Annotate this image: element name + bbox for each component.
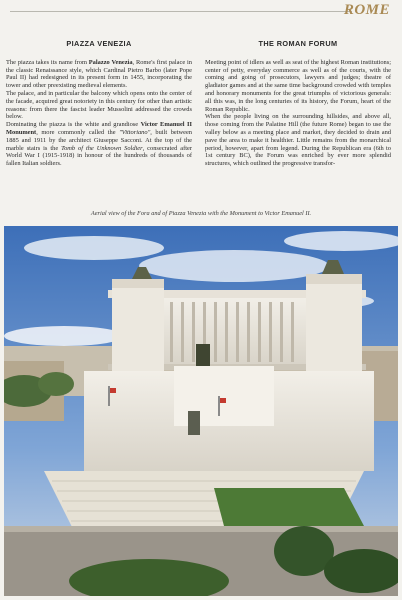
monument-photo — [4, 226, 398, 596]
text-run: , built between 1885 and 1911 by the architect Giuseppe Sacconi. At the top of the marble stairs is the — [6, 128, 192, 152]
right-column — [205, 40, 391, 168]
left-paragraph-2: The palace, and in particular the balcony which opens onto the center of the facade, acquired great notoriety in this century for other than artistic reasons: from there the fascist leader Mussolini addressed the crowds below. — [6, 89, 192, 121]
italic-term: "Vittoriano" — [119, 128, 151, 136]
text-run: , Rome's first palace in the classic Renaissance style, which Cardinal Pietro Barbo (later Pope Paul II) had redesigned in its present form in 1455, incorporating the tower and other preexisting medieval elements. — [6, 58, 192, 90]
text-run: The piazza takes its name from — [6, 58, 89, 66]
text-run: , more commonly called the — [36, 128, 120, 136]
right-column-title: THE ROMAN FORUM — [258, 39, 338, 48]
header-rule — [10, 11, 352, 12]
left-column — [6, 40, 192, 168]
right-paragraph-2: When the people living on the surrounding hillsides, and above all, those coming from the Palatine Hill (the future Rome) began to use the valley below as a meeting place and market, they decided to drain and pave the area to make it healthier. Little remains from the monarchical period, however, apart from legend. During the Republican era (6th to 1st century BC), the Forum was enriched by ever more splendid structures, which outlined the progressive transfor- — [205, 113, 391, 168]
text-run: , consecrated after World War I (1915-1918) in honour of the hundreds of thousands of fallen Italian soldiers. — [6, 144, 192, 168]
left-paragraph-1 — [6, 59, 192, 90]
left-paragraph-3 — [6, 121, 192, 168]
page-header — [0, 0, 402, 22]
right-paragraph-1: Meeting point of idlers as well as seat of the highest Roman institutions; center of petty, everyday commerce as well as of the courts, with the coming and going of prosecutors, lawyers and judges; theatre of gladiator games and at the same time background crowded with temples and honorary monuments for the great triumphs of victorious generals: all this was, in the long centuries of its history, the Forum, heart of the Roman Republic. — [205, 58, 391, 113]
left-column-title: PIAZZA VENEZIA — [66, 39, 132, 48]
bold-term: Victor Emanuel II Monument — [6, 121, 192, 136]
italic-term: Tomb of the Unknown Soldier — [61, 144, 143, 152]
text-run: Dominating the piazza is the white and grandiose — [6, 121, 141, 129]
photo-caption: Aerial view of the Fora and of Piazza Venezia with the Monument to Victor Emanuel II. — [90, 210, 312, 217]
running-head: ROME — [343, 2, 390, 18]
bold-term: Palazzo Venezia — [88, 58, 133, 66]
